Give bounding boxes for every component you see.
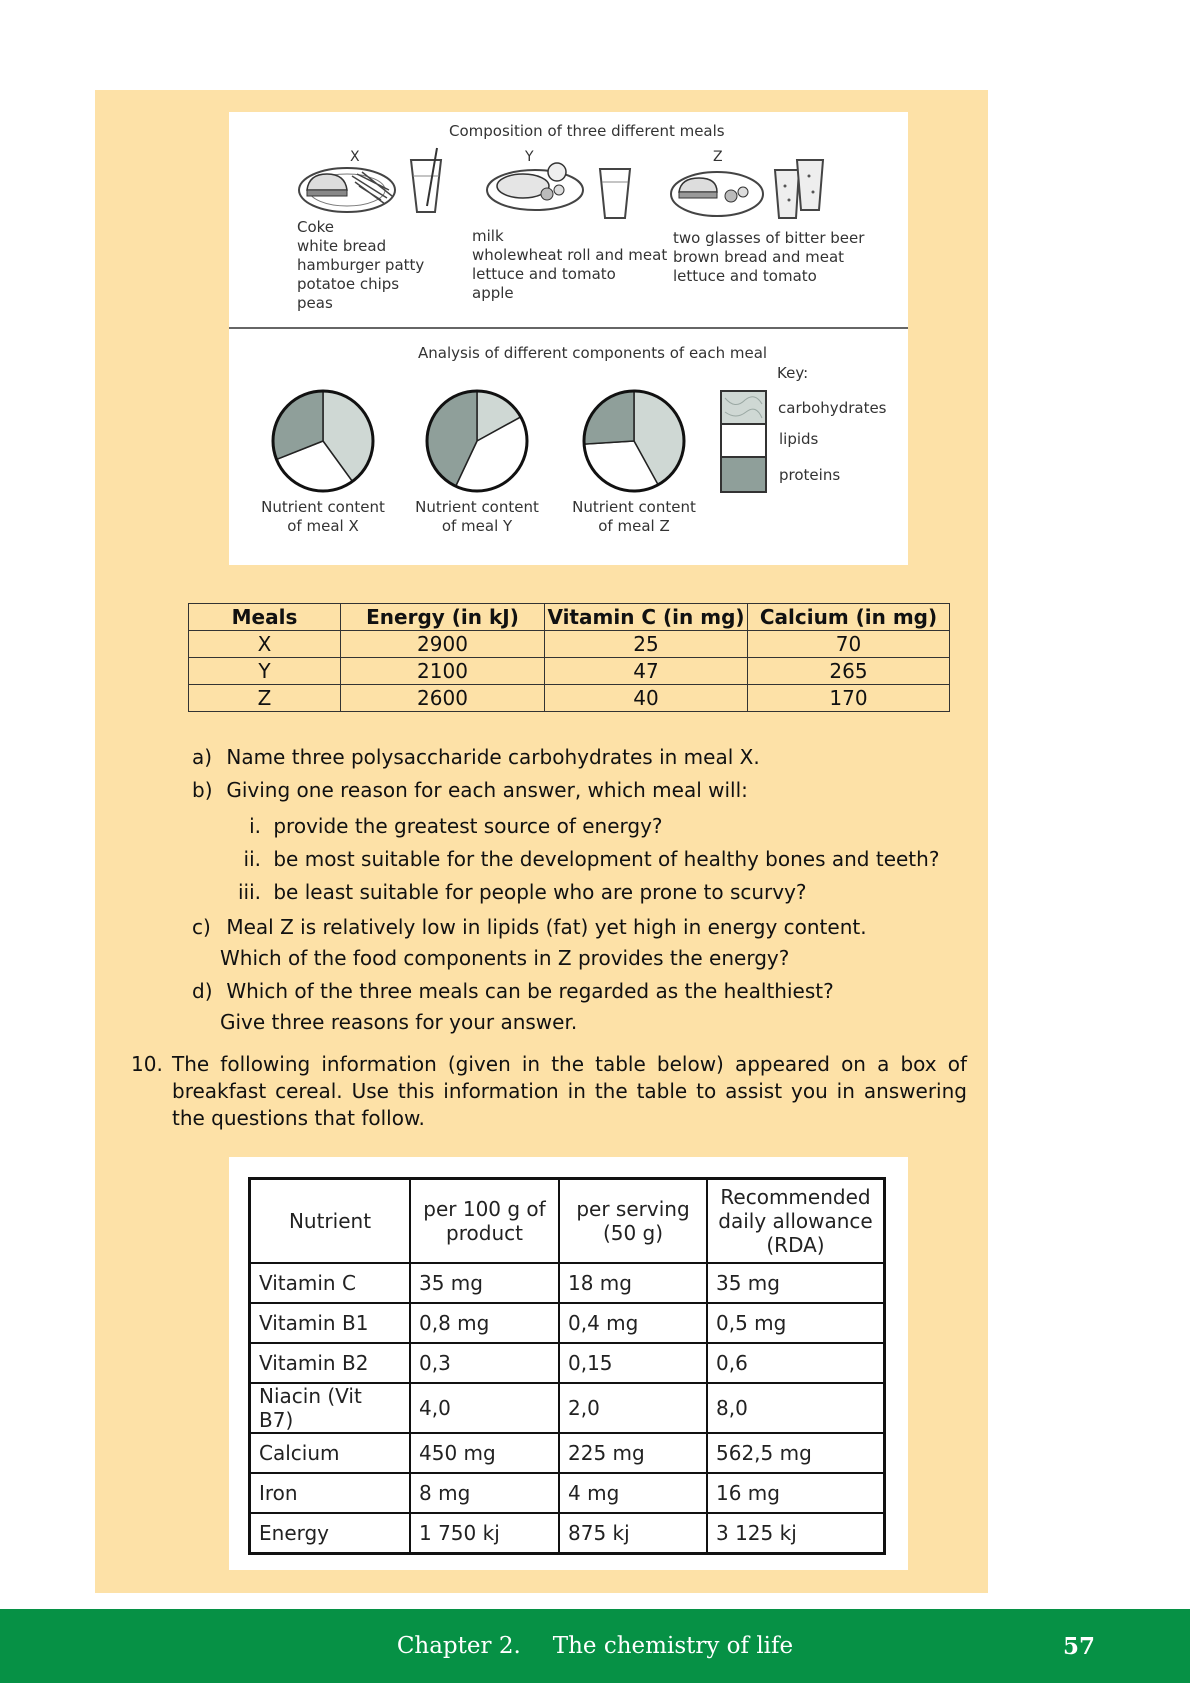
table-header: Energy (in kJ) bbox=[341, 604, 545, 631]
meal-x-glass-icon bbox=[407, 146, 447, 216]
meal-z-item: lettuce and tomato bbox=[673, 267, 817, 285]
table-cell: Calcium bbox=[250, 1433, 411, 1473]
table-header-row bbox=[250, 1179, 885, 1264]
question-b-iii bbox=[225, 880, 807, 904]
table-row bbox=[189, 631, 950, 658]
table-header-row bbox=[189, 604, 950, 631]
key-label-proteins: proteins bbox=[779, 466, 841, 484]
meal-x-items bbox=[297, 218, 424, 313]
pie-caption-line: of meal Y bbox=[441, 517, 513, 535]
table-cell: 2600 bbox=[341, 685, 545, 712]
meal-z-items bbox=[673, 229, 864, 286]
question-b-ii bbox=[225, 847, 939, 871]
table-header: per serving (50 g) bbox=[559, 1179, 707, 1264]
meal-z-letter: Z bbox=[713, 149, 723, 165]
meal-y-glass-icon bbox=[597, 166, 633, 222]
question-b bbox=[192, 778, 748, 802]
nutrient-table bbox=[248, 1177, 886, 1555]
table-cell: Y bbox=[189, 658, 341, 685]
key-swatch-proteins bbox=[721, 457, 766, 492]
table-header: Calcium (in mg) bbox=[748, 604, 950, 631]
table-cell: 35 mg bbox=[707, 1263, 885, 1303]
question-10 bbox=[131, 1051, 967, 1132]
question-b-i bbox=[225, 814, 663, 838]
question-label: b) bbox=[192, 778, 213, 802]
meal-y-item: milk bbox=[472, 227, 504, 245]
key-swatches bbox=[720, 390, 768, 494]
table-cell: 0,4 mg bbox=[559, 1303, 707, 1343]
question-text: be most suitable for the development of healthy bones and teeth? bbox=[273, 847, 940, 871]
chapter-number: Chapter 2. bbox=[396, 1633, 521, 1659]
table-cell: 562,5 mg bbox=[707, 1433, 885, 1473]
table-cell: Vitamin B2 bbox=[250, 1343, 411, 1383]
table-row bbox=[250, 1513, 885, 1554]
table-cell: 0,6 bbox=[707, 1343, 885, 1383]
figure-divider bbox=[229, 327, 908, 329]
table-row bbox=[250, 1473, 885, 1513]
meal-x-item: white bread bbox=[297, 237, 387, 255]
question-text: Which of the three meals can be regarded as the healthiest? bbox=[226, 979, 834, 1003]
question-text: be least suitable for people who are prone to scurvy? bbox=[273, 880, 807, 904]
table-cell: 4 mg bbox=[559, 1473, 707, 1513]
meal-x-plate-icon bbox=[297, 160, 407, 220]
pie-caption-line: Nutrient content bbox=[261, 498, 385, 516]
meal-z-item: two glasses of bitter beer bbox=[673, 229, 865, 247]
question-label: i. bbox=[249, 814, 261, 838]
table-cell: Vitamin B1 bbox=[250, 1303, 411, 1343]
meal-y-item: lettuce and tomato bbox=[472, 265, 616, 283]
chapter-title: The chemistry of life bbox=[552, 1633, 794, 1659]
pie-caption-y bbox=[407, 498, 547, 536]
table-row bbox=[189, 685, 950, 712]
pie-caption-line: of meal Z bbox=[598, 517, 670, 535]
table-cell: 265 bbox=[748, 658, 950, 685]
meal-x-item: potatoe chips bbox=[297, 275, 400, 293]
table-cell: 2,0 bbox=[559, 1383, 707, 1433]
table-cell: 450 mg bbox=[410, 1433, 559, 1473]
key-swatch-carbohydrates bbox=[721, 391, 766, 424]
pie-chart-meal-y bbox=[423, 387, 531, 495]
table-cell: 8 mg bbox=[410, 1473, 559, 1513]
key-swatch-lipids bbox=[721, 424, 766, 457]
analysis-title: Analysis of different components of each meal bbox=[418, 344, 768, 362]
table-row bbox=[189, 658, 950, 685]
table-cell: 875 kj bbox=[559, 1513, 707, 1554]
composition-title: Composition of three different meals bbox=[449, 122, 725, 140]
meal-y-item: apple bbox=[472, 284, 514, 302]
table-header: per 100 g of product bbox=[410, 1179, 559, 1264]
meal-z-item: brown bread and meat bbox=[673, 248, 845, 266]
table-cell: X bbox=[189, 631, 341, 658]
table-cell: 2100 bbox=[341, 658, 545, 685]
key-label-carbohydrates: carbohydrates bbox=[778, 399, 887, 417]
table-cell: Z bbox=[189, 685, 341, 712]
table-cell: 170 bbox=[748, 685, 950, 712]
meal-z-glasses-icon bbox=[773, 156, 827, 220]
meals-table bbox=[188, 603, 950, 712]
question-d-line2: Give three reasons for your answer. bbox=[220, 1010, 578, 1034]
chapter-heading bbox=[0, 1633, 1190, 1659]
table-cell: 16 mg bbox=[707, 1473, 885, 1513]
question-text: Giving one reason for each answer, which meal will: bbox=[226, 778, 748, 802]
question-label: iii. bbox=[237, 880, 261, 904]
question-text: Meal Z is relatively low in lipids (fat) yet high in energy content. bbox=[226, 915, 867, 939]
table-header: Meals bbox=[189, 604, 341, 631]
question-c-line2: Which of the food components in Z provides the energy? bbox=[220, 946, 790, 970]
question-text: Name three polysaccharide carbohydrates in meal X. bbox=[226, 745, 760, 769]
meal-z-plate-icon bbox=[669, 166, 769, 220]
table-row bbox=[250, 1303, 885, 1343]
nutrient-table-frame bbox=[229, 1157, 908, 1570]
table-cell: 1 750 kj bbox=[410, 1513, 559, 1554]
meal-y-item: wholewheat roll and meat bbox=[472, 246, 668, 264]
table-cell: 3 125 kj bbox=[707, 1513, 885, 1554]
meal-x-item: Coke bbox=[297, 218, 335, 236]
question-number: 10. bbox=[131, 1052, 163, 1076]
table-cell: 35 mg bbox=[410, 1263, 559, 1303]
question-d bbox=[192, 979, 834, 1003]
pie-chart-meal-x bbox=[269, 387, 377, 495]
key-label-lipids: lipids bbox=[779, 430, 819, 448]
question-label: c) bbox=[192, 915, 211, 939]
question-label: ii. bbox=[243, 847, 261, 871]
table-cell: 225 mg bbox=[559, 1433, 707, 1473]
meal-x-item: hamburger patty bbox=[297, 256, 425, 274]
table-row bbox=[250, 1433, 885, 1473]
table-header: Recommended daily allowance (RDA) bbox=[707, 1179, 885, 1264]
meal-y-plate-icon bbox=[483, 160, 593, 220]
meal-y-letter: Y bbox=[525, 149, 534, 165]
table-cell: 8,0 bbox=[707, 1383, 885, 1433]
pie-chart-meal-z bbox=[580, 387, 688, 495]
table-cell: 70 bbox=[748, 631, 950, 658]
table-header: Nutrient bbox=[250, 1179, 411, 1264]
question-c bbox=[192, 915, 867, 939]
meals-figure bbox=[229, 112, 908, 565]
table-row bbox=[250, 1383, 885, 1433]
table-cell: Energy bbox=[250, 1513, 411, 1554]
page-footer bbox=[0, 1609, 1190, 1683]
table-cell: 2900 bbox=[341, 631, 545, 658]
table-cell: 40 bbox=[545, 685, 748, 712]
table-cell: Niacin (Vit B7) bbox=[250, 1383, 411, 1433]
table-row bbox=[250, 1263, 885, 1303]
table-cell: 25 bbox=[545, 631, 748, 658]
table-cell: 4,0 bbox=[410, 1383, 559, 1433]
meal-y-items bbox=[472, 227, 667, 303]
question-text: provide the greatest source of energy? bbox=[273, 814, 663, 838]
question-a bbox=[192, 745, 760, 769]
table-cell: 0,15 bbox=[559, 1343, 707, 1383]
meal-x-letter: X bbox=[350, 149, 360, 165]
key-title: Key: bbox=[777, 364, 809, 382]
question-label: d) bbox=[192, 979, 213, 1003]
page-number: 57 bbox=[1063, 1633, 1096, 1660]
table-cell: Iron bbox=[250, 1473, 411, 1513]
pie-caption-x bbox=[253, 498, 393, 536]
pie-caption-line: of meal X bbox=[287, 517, 359, 535]
pie-caption-line: Nutrient content bbox=[415, 498, 539, 516]
question-10-text: The following information (given in the table below) appeared on a box of breakfast cereal. Use this information in the table to assist you in answering the questions that follow. bbox=[172, 1052, 967, 1130]
pie-caption-z bbox=[564, 498, 704, 536]
question-label: a) bbox=[192, 745, 213, 769]
table-row bbox=[250, 1343, 885, 1383]
table-cell: 47 bbox=[545, 658, 748, 685]
table-cell: 0,5 mg bbox=[707, 1303, 885, 1343]
table-cell: 0,8 mg bbox=[410, 1303, 559, 1343]
table-cell: Vitamin C bbox=[250, 1263, 411, 1303]
table-cell: 0,3 bbox=[410, 1343, 559, 1383]
meal-x-item: peas bbox=[297, 294, 333, 312]
table-header: Vitamin C (in mg) bbox=[545, 604, 748, 631]
pie-caption-line: Nutrient content bbox=[572, 498, 696, 516]
table-cell: 18 mg bbox=[559, 1263, 707, 1303]
